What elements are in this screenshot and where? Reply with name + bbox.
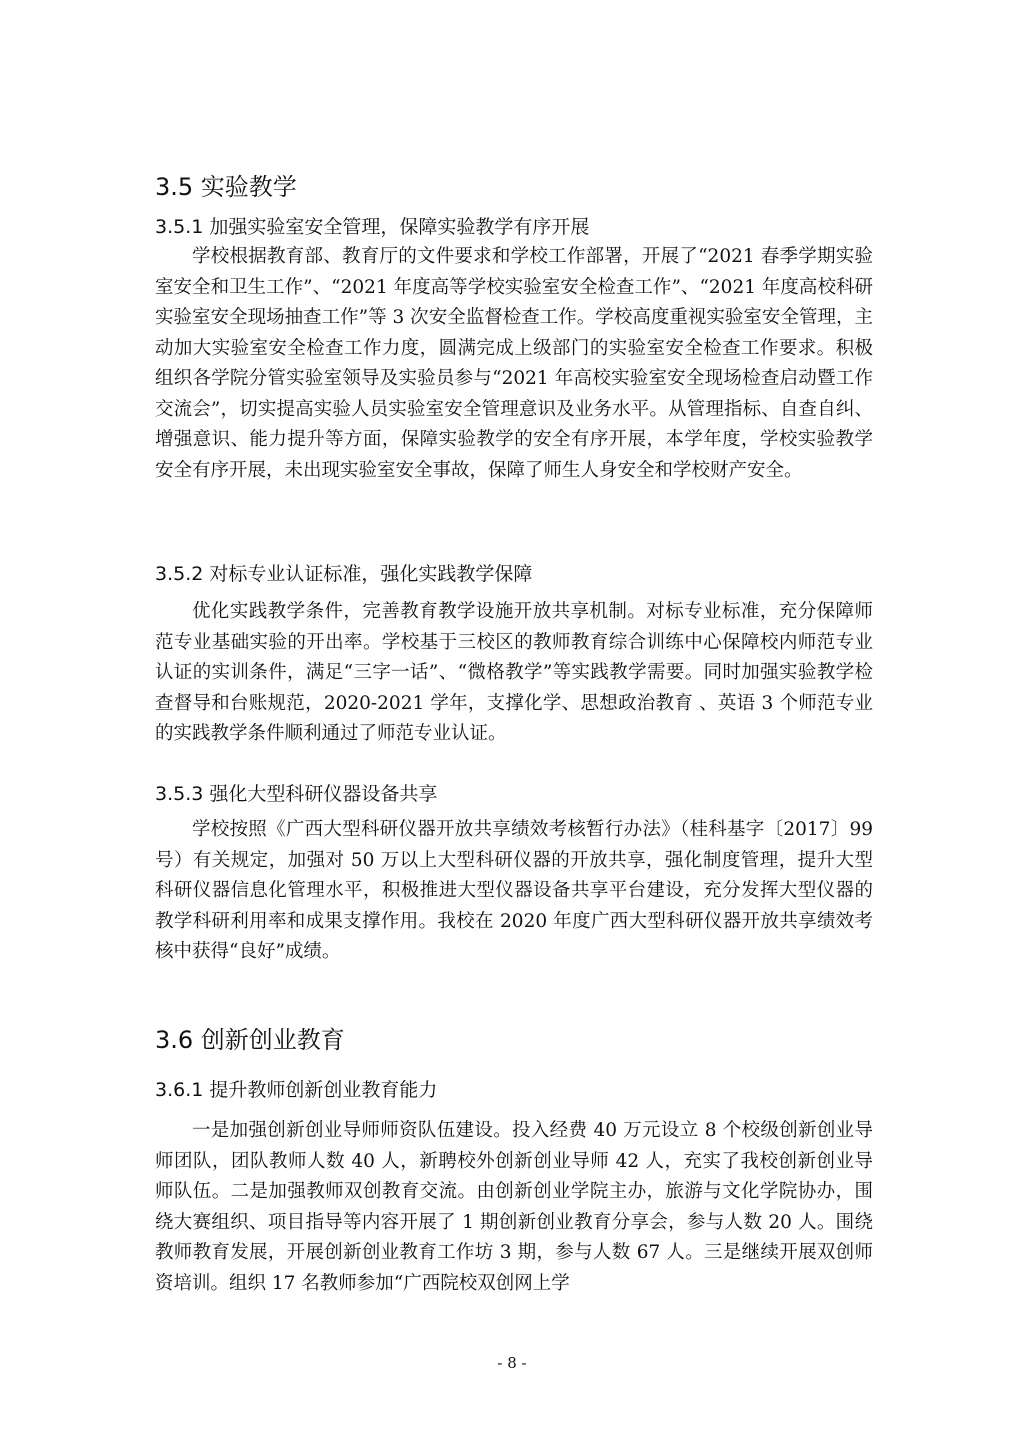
paragraph-3-5-2: 优化实践教学条件，完善教育教学设施开放共享机制。对标专业标准，充分保障师范专业基础实验的开出率。学校基于三校区的教师教育综合训练中心保障校内师范专业认证的实训条件，满足“三字一话”、“微格教学”等实践教学需要。同时加强实验教学检查督导和台账规范，2020-2021 学年，支撑化学、思想政治教育 、英语 3 个师范专业的实践教学条件顺利通过了师范专业认证。	[155, 601, 873, 744]
subsection-title-3-6-1: 3.6.1 提升教师创新创业教育能力	[155, 1079, 438, 1101]
subsection-title-3-5-1: 3.5.1 加强实验室安全管理，保障实验教学有序开展	[155, 216, 590, 238]
section-title-3-6: 3.6 创新创业教育	[155, 1026, 345, 1054]
paragraph-3-5-3: 学校按照《广西大型科研仪器开放共享绩效考核暂行办法》（桂科基字〔2017〕99 号）有关规定，加强对 50 万以上大型科研仪器的开放共享，强化制度管理，提升大型科研仪器信息化管理水平，积极推进大型仪器设备共享平台建设，充分发挥大型仪器的教学科研利用率和成果支撑作用。我校在 2020 年度广西大型科研仪器开放共享绩效考核中获得“良好”成绩。	[155, 819, 873, 962]
subsection-title-3-5-3: 3.5.3 强化大型科研仪器设备共享	[155, 783, 438, 805]
paragraph-3-5-1: 学校根据教育部、教育厅的文件要求和学校工作部署，开展了“2021 春季学期实验室安全和卫生工作”、“2021 年度高等学校实验室安全检查工作”、“2021 年度高校科研实验室安全现场抽查工作”等 3 次安全监督检查工作。学校高度重视实验室安全管理，主动加大实验室安全检查工作力度，圆满完成上级部门的实验室安全检查工作要求。积极组织各学院分管实验室领导及实验员参与“2021 年高校实验室安全现场检查启动暨工作交流会”，切实提高实验人员实验室安全管理意识及业务水平。从管理指标、自查自纠、增强意识、能力提升等方面，保障实验教学的安全有序开展，本学年度，学校实验教学安全有序开展，未出现实验室安全事故，保障了师生人身安全和学校财产安全。	[155, 246, 873, 481]
page-number: - 8 -	[497, 1354, 527, 1372]
section-title-3-5: 3.5 实验教学	[155, 173, 297, 201]
subsection-title-3-5-2: 3.5.2 对标专业认证标准，强化实践教学保障	[155, 563, 533, 585]
paragraph-3-6-1: 一是加强创新创业导师师资队伍建设。投入经费 40 万元设立 8 个校级创新创业导师团队，团队教师人数 40 人，新聘校外创新创业导师 42 人，充实了我校创新创业导师队伍。二是加强教师双创教育交流。由创新创业学院主办，旅游与文化学院协办，围绕大赛组织、项目指导等内容开展了 1 期创新创业教育分享会，参与人数 20 人。围绕教师教育发展，开展创新创业教育工作坊 3 期，参与人数 67 人。三是继续开展双创师资培训。组织 17 名教师参加“广西院校双创网上学	[155, 1120, 873, 1294]
